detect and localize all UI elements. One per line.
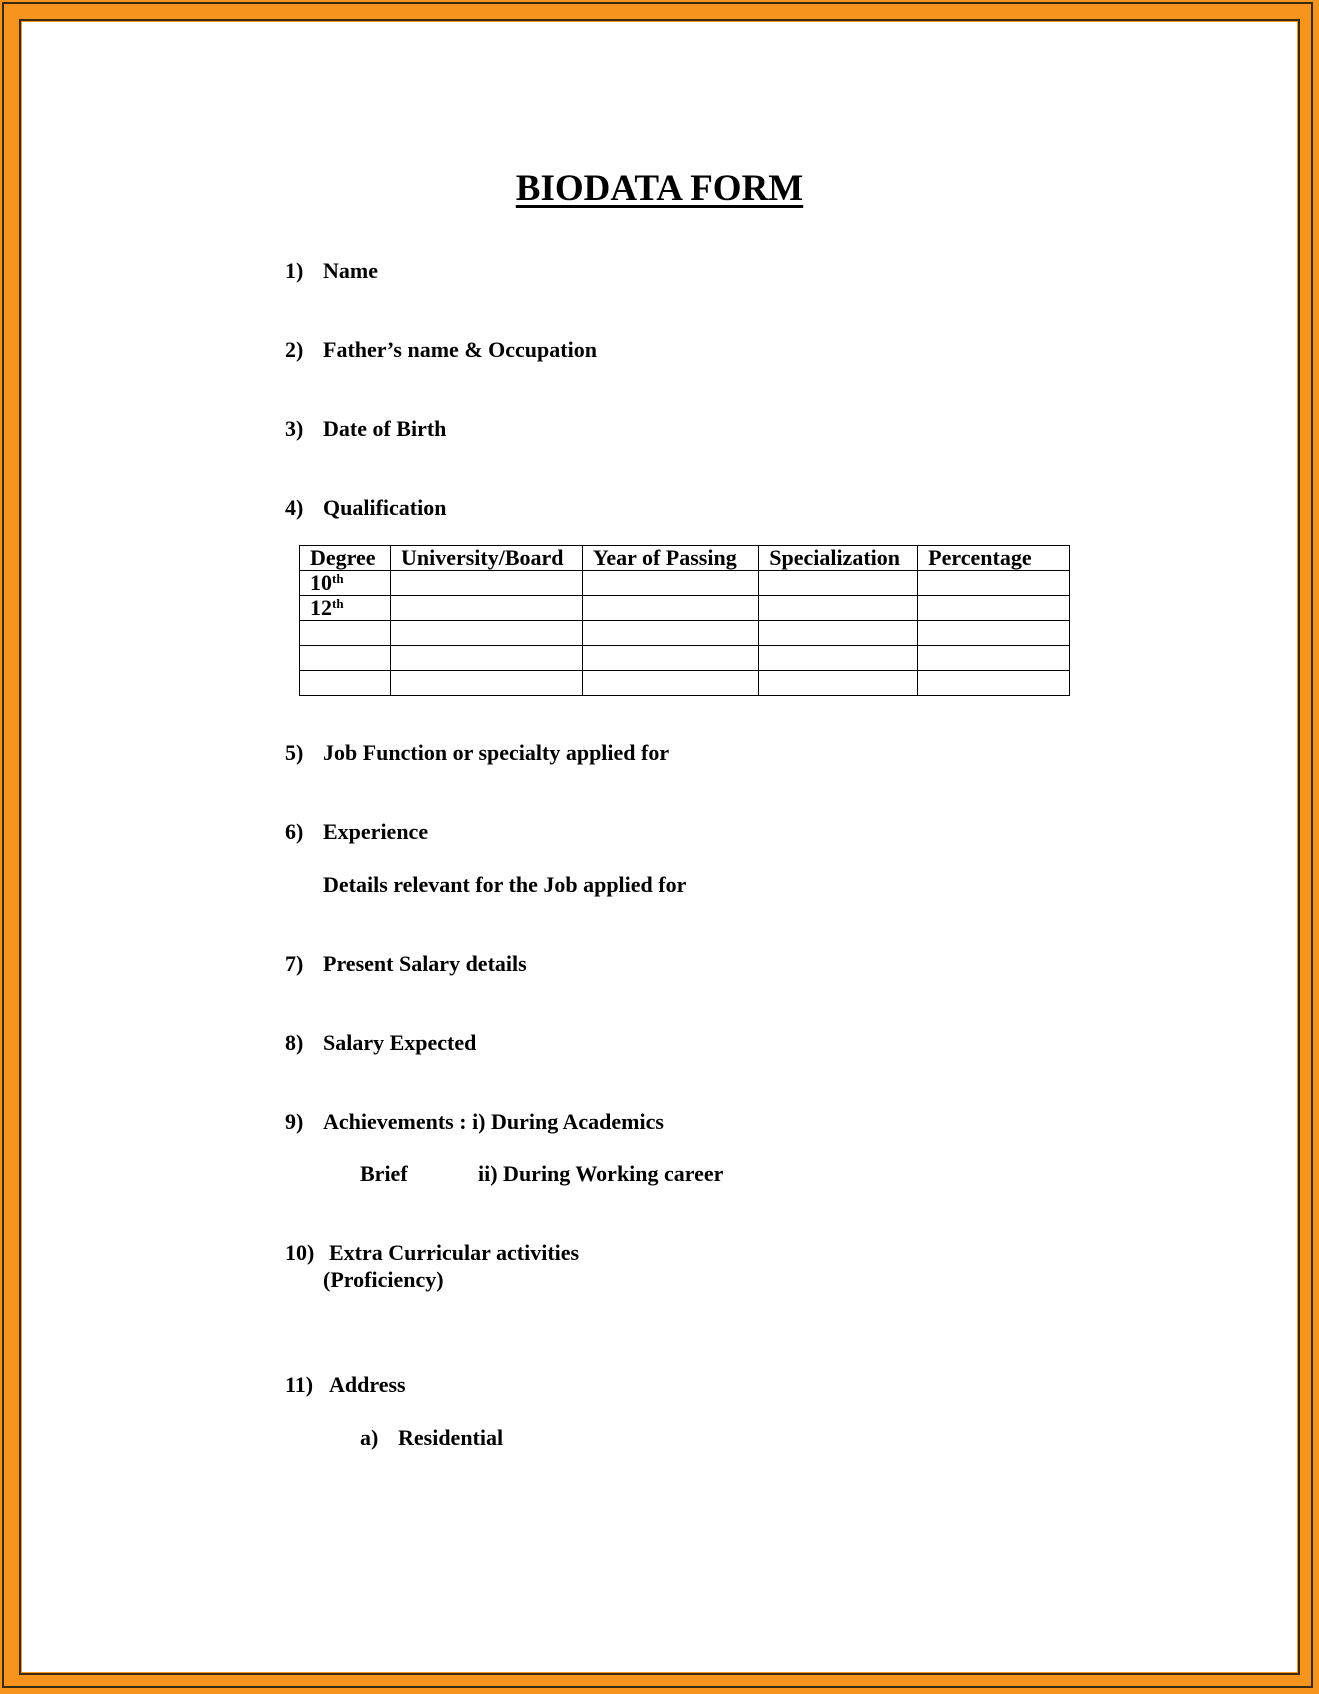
degree-cell[interactable]: [300, 646, 391, 671]
extra-curricular-proficiency-label: (Proficiency): [323, 1267, 444, 1292]
table-row: [300, 671, 1070, 696]
form-title: BIODATA FORM: [515, 168, 804, 209]
item-number: 7): [285, 951, 304, 976]
specialization-cell[interactable]: [759, 646, 918, 671]
item-label: Job Function or specialty applied for: [323, 740, 670, 765]
header-university-board: University/Board: [390, 546, 582, 571]
table-row: [300, 596, 1070, 621]
item-label: Name: [323, 258, 378, 283]
specialization-cell[interactable]: [759, 571, 918, 596]
specialization-cell[interactable]: [759, 596, 918, 621]
item-label: Extra Curricular activities: [329, 1240, 580, 1265]
degree-suffix: th: [332, 596, 344, 611]
university-cell[interactable]: [390, 596, 582, 621]
header-degree: Degree: [300, 546, 391, 571]
item-number: 5): [285, 740, 304, 765]
header-specialization: Specialization: [759, 546, 918, 571]
degree-cell[interactable]: [300, 621, 391, 646]
university-cell[interactable]: [390, 571, 582, 596]
degree-cell[interactable]: [300, 671, 391, 696]
item-number: 6): [285, 819, 304, 844]
item-number: 10): [285, 1240, 315, 1265]
university-cell[interactable]: [390, 646, 582, 671]
item-label: Address: [329, 1372, 406, 1397]
year-cell[interactable]: [582, 621, 758, 646]
sub-item-number: a): [360, 1425, 379, 1450]
year-cell[interactable]: [582, 671, 758, 696]
university-cell[interactable]: [390, 671, 582, 696]
item-number: 1): [285, 258, 304, 283]
year-cell[interactable]: [582, 646, 758, 671]
header-year-of-passing: Year of Passing: [582, 546, 758, 571]
percentage-cell[interactable]: [918, 596, 1070, 621]
item-label: Salary Expected: [323, 1030, 477, 1055]
percentage-cell[interactable]: [918, 571, 1070, 596]
qualification-table: [299, 545, 1070, 696]
table-row: [300, 621, 1070, 646]
item-number: 4): [285, 495, 304, 520]
table-row: [300, 646, 1070, 671]
item-label: Father’s name & Occupation: [323, 337, 597, 362]
percentage-cell[interactable]: [918, 646, 1070, 671]
item-number: 8): [285, 1030, 304, 1055]
year-cell[interactable]: [582, 596, 758, 621]
degree-cell[interactable]: [300, 596, 391, 621]
item-number: 9): [285, 1109, 304, 1134]
university-cell[interactable]: [390, 621, 582, 646]
form-page: [22, 22, 1297, 1672]
item-label: Achievements : i) During Academics: [323, 1109, 664, 1134]
percentage-cell[interactable]: [918, 671, 1070, 696]
item-number: 3): [285, 416, 304, 441]
specialization-cell[interactable]: [759, 621, 918, 646]
achievements-brief-label: Brief: [360, 1161, 408, 1186]
item-label: Present Salary details: [323, 951, 527, 976]
year-cell[interactable]: [582, 571, 758, 596]
degree-cell[interactable]: [300, 571, 391, 596]
achievements-working-career-label: ii) During Working career: [478, 1161, 724, 1186]
degree-value: 12: [310, 595, 332, 620]
sub-item-label: Residential: [398, 1425, 504, 1450]
experience-details-label: Details relevant for the Job applied for: [323, 872, 687, 897]
table-row: [300, 571, 1070, 596]
item-number: 11): [285, 1372, 314, 1397]
table-header-row: [300, 546, 1070, 571]
specialization-cell[interactable]: [759, 671, 918, 696]
header-percentage: Percentage: [918, 546, 1070, 571]
percentage-cell[interactable]: [918, 621, 1070, 646]
item-label: Date of Birth: [323, 416, 447, 441]
item-number: 2): [285, 337, 304, 362]
item-label: Experience: [323, 819, 429, 844]
degree-suffix: th: [332, 571, 344, 586]
degree-value: 10: [310, 570, 332, 595]
item-label: Qualification: [323, 495, 447, 520]
